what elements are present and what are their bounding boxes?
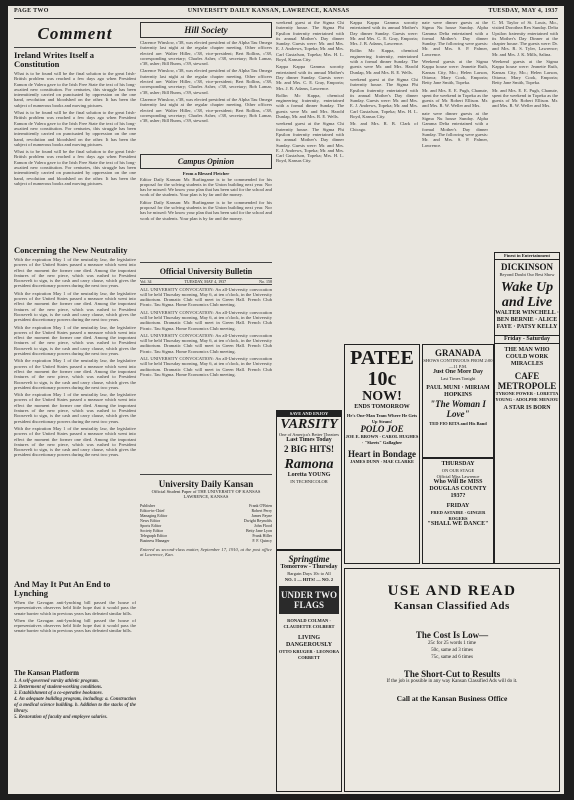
neutrality-body: With the expiration May 1 of the neutrality law, the legislative powers of the United States passed a measure which went into effect the moment the former one died. Among the important features of the new piece, which was rushed to President Roosevelt to sign, is the cash and carry clause, which gives the president discretionary powers during the next two years. <box>14 257 136 289</box>
bulletin-heading: Official University Bulletin <box>159 266 253 276</box>
results-heading: The Short-Cut to Results <box>403 669 501 679</box>
stage-label: ON OUR STAGE <box>441 468 475 473</box>
ticket-price: 10c <box>367 368 397 390</box>
staff-name: F. F. Quincy <box>252 537 272 543</box>
listings-left <box>422 20 488 260</box>
cost-heading: The Cost Is Low— <box>415 630 489 640</box>
ireland-body-cont: What is to be found will be the final solution to the great Irish-British problem was reached a few days ago when President Eamon de Valera gave to the Irish Free State the text of his long-awaited new constitution. For centuries, this struggle has been intermittently carried on punctuated by oppression on the one hand, revolution and bloodshed on the other. It has been the subject of numerous books and moving pictures. <box>14 110 136 147</box>
listing-text: nate were dinner guests at the Sigma Nu house Sunday. Alpha Gamma Delta entertained with a formal Mother's Day dinner Sunday. The following were guests: Mr. and Mrs. S. P. Palmer, Lawrence. <box>422 110 488 148</box>
lynching-headline: And May It Put An End to Lynching <box>14 579 111 598</box>
dickinson-theatre-ad <box>494 252 560 564</box>
campus-body-cont: Editor Daily Kansan: Mr. Burlingame is to be commended for his proposal for the solving students in the Union building next year. Nor has he missed: We know your plan that has been said for the school and work of the students. Your plan is by far and the money. <box>140 199 272 221</box>
rate-line: 25c for 25 words 1 time <box>428 641 476 646</box>
listing-text: weekend guest at the Sigma Chi fraternity house. The Sigma Phi Epsilon fraternity entertained with its annual Mother's Day dinner Sunday. Guests were: Mr. and Mrs. E. J. Andrews, Topeka; Mr. and Mrs. Carl Gustafson, Topeka; Mrs. H. L. Boyd, Kansas City. <box>350 76 418 120</box>
editorial-column <box>14 20 136 790</box>
bulletin-text: ALL UNIVERSITY CONVOCATION: An all-University convocation will be held Thursday morning, May 6, at ten o'clock, in the University auditorium. Dramatic Club will meet in Green Hall. French Club Picnic. Tau Sigma. Home Economics Club meeting. <box>140 286 272 308</box>
platform-list <box>14 679 136 721</box>
film-title: "SHALL WE DANCE" <box>427 521 489 527</box>
ireland-body: What is to be found will be the final solution to the great Irish-British problem was reached a few days ago when President Eamon de Valera gave to the Irish Free State the text of his long-awaited new constitution. For centuries, this struggle has been intermittently carried on punctuated by oppression on the one hand, revolution and bloodshed on the other. It has been the subject of numerous books and moving pictures. <box>14 71 136 108</box>
platform-item: 4. An adequate building program, including: a. Construction of a medical science building. b. Addition to the stacks of the library. <box>14 697 136 714</box>
listing-text: weekend guest at the Sigma Chi fraternity house. The Sigma Phi Epsilon fraternity entertained with its annual Mother's Day dinner Sunday. Guests were: Mr. and Mrs. E. J. Andrews, Topeka; Mr. and Mrs. Carl Gustafson, Topeka; Mrs. H. L. Boyd, Kansas City. <box>276 20 344 63</box>
showing-line: Just One More Day <box>432 369 484 375</box>
campus-opinion-heading: Campus Opinion <box>140 154 272 169</box>
day-label: Friday - Saturday <box>495 335 559 344</box>
run-dates: Tomorrow - Thursday <box>280 564 338 570</box>
lynching-article <box>14 600 136 666</box>
film-star: Loretta YOUNG <box>287 472 331 478</box>
hill-body: Clarence Winslow, c'38, was elected president of the Alpha Tau Omega fraternity last night at the regular chapter meeting. Other officers elected are: Walter Hiller, c'38, vice-president; Bert Rollins, c'38, corresponding secretary; Charles Asher, c'38, secretary; Bob Lamar, c'38, usher; Bill Burns, c'39, steward. <box>140 40 272 67</box>
platform-item: 1. A self-governed varsity athletic program. <box>14 679 99 684</box>
film-title: Heart in Bondage <box>347 449 416 459</box>
divider <box>140 262 272 263</box>
society-column <box>140 20 272 790</box>
bulletin-text-cont3: ALL UNIVERSITY CONVOCATION: An all-University convocation will be held Thursday morning, May 6, at ten o'clock, in the University auditorium. Dramatic Club will meet in Green Hall. French Club Picnic. Tau Sigma. Home Economics Club meeting. <box>140 356 272 377</box>
coming-film: A STAR IS BORN <box>503 405 551 411</box>
film-title: Ramona <box>284 457 334 472</box>
theatre-name: GRANADA <box>435 348 481 358</box>
theatre-tagline: Beyond Doubt Our Best Show <box>499 271 555 277</box>
film-title: THE MAN WHO COULD WORK MIRACLES <box>504 347 550 367</box>
hill-society-heading: Hill Society <box>140 22 272 38</box>
patee-theatre-ad <box>344 344 420 564</box>
bulletin-meta <box>140 278 272 285</box>
comment-heading: Comment <box>37 24 113 43</box>
staff-role: Publisher <box>140 502 156 508</box>
theatre-name: PATEE <box>350 347 414 369</box>
results-text: If the job is possible in any way Kansan Classified Ads will do it. <box>386 679 518 684</box>
divider <box>140 474 272 475</box>
day-label: THURSDAY <box>441 461 475 467</box>
postal-note: Entered as second-class matter, September 17, 1910, at the post office at Lawrence, Kan. <box>140 546 272 557</box>
rate-line: 50c, same ad 3 times <box>431 648 473 653</box>
paper-subtitle: Official Student Paper of THE UNIVERSITY OF KANSAS LAWRENCE, KANSAS <box>151 488 261 499</box>
staff-name: John Flood <box>254 522 272 528</box>
hill-body-cont2: Clarence Winslow, c'38, was elected president of the Alpha Tau Omega fraternity last night at the regular chapter meeting. Other officers elected are: Walter Hiller, c'38, vice-president; Bert Rollins, c'38, corresponding secretary; Charles Asher, c'38, secretary; Bob Lamar, c'38, usher; Bill Burns, c'39, steward. <box>140 96 272 124</box>
divider <box>14 47 136 48</box>
campus-opinion-subhead: From a Blessed Fletcher <box>182 171 230 176</box>
film-stars: TYRONE POWER · LORETTA YOUNG · ADOLPHE MENJOU <box>495 391 559 402</box>
staff-role: Society Editor <box>140 527 163 533</box>
page-number: PAGE TWO <box>14 8 49 14</box>
staff-role: Business Manager <box>140 537 170 543</box>
day-label: FRIDAY <box>446 503 470 509</box>
promo-headline: USE AND READ <box>387 583 517 599</box>
neutrality-body-cont2: With the expiration May 1 of the neutrality law, the legislative powers of the United States passed a measure which went into effect the moment the former one died. Among the important features of the new piece, which was rushed to President Roosevelt to sign, is the cash and carry clause, which gives the president discretionary powers during the next two years. <box>14 324 136 357</box>
bulletin-date: TUESDAY, MAY 4, 1937 <box>184 278 227 284</box>
platform-item: 5. Restoration of faculty and employee salaries. <box>14 715 108 720</box>
hill-society-article <box>140 40 272 152</box>
granada-theatre-ad <box>422 344 494 458</box>
showing-line: Last Times Today <box>286 437 332 443</box>
film-title: POLO JOE <box>360 424 404 434</box>
staff-name: Frank O'Brien <box>249 502 272 508</box>
platform-headline: The Kansan Platform <box>14 669 79 677</box>
listing-text: nate were dinner guests at the Sigma Nu house Sunday. Alpha Gamma Delta entertained with a formal Mother's Day dinner Sunday. The following were guests: Mr. and Mrs. S. P. Palmer, Lawrence. <box>422 20 488 57</box>
neutrality-headline: Concerning the New Neutrality <box>14 245 128 255</box>
lynching-body-cont: When the Gavagan anti-lynching bill passed the house of representatives observers held little hope that it would pass the senate barrier which in previous years has defeated similar bills. <box>14 617 136 634</box>
listing-text: C. M. Taylor of St. Louis, Mo., visited Dorothea Rex Sunday. Delta Upsilon fraternity entertained with its Mother's Day Dinner at the chapter house. The guests were: Dr. and Mrs. R. S. Tyler, Lawrence; Mr. and Mrs. J. K. Mills, Salina. <box>492 20 558 57</box>
springtime-theatre-ad <box>276 550 342 792</box>
tagline: He's One-Man Team Where He Gets Up Steam! <box>346 413 418 424</box>
double-bill: NO. 1 — HITS! — NO. 2 <box>284 576 334 582</box>
staff-name: Dwight Reynolds <box>243 517 272 523</box>
contest-label: Official Miss Lawrence <box>436 473 480 479</box>
contest-question: Who Will Be MISS DOUGLAS COUNTY 1937? <box>429 479 487 499</box>
campus-opinion-article <box>140 177 272 259</box>
bulletin-number: No. 158 <box>259 278 272 284</box>
bulletin-volume: Vol. 34 <box>140 278 152 284</box>
now-showing: NOW! <box>362 389 402 404</box>
granada-upcoming-ad <box>422 458 494 564</box>
ad-banner: Finest in Entertainment <box>495 253 559 260</box>
listing-text: Weekend guests at the Sigma Kappa house were: Jeanette Ruth, Kansas City, Mo.; Helen Larson, Ottawa; Mary Cook, Emporia; Betty Jane Smith, Topeka. <box>492 59 558 86</box>
listings-right <box>492 20 558 260</box>
hill-body-cont: Clarence Winslow, c'38, was elected president of the Alpha Tau Omega fraternity last night at the regular chapter meeting. Other officers elected are: Walter Hiller, c'38, vice-president; Bert Rollins, c'38, corresponding secretary; Charles Asher, c'38, secretary; Bob Lamar, c'38, usher; Bill Burns, c'39, steward. <box>140 68 272 95</box>
theatre-name: VARSITY <box>280 416 338 432</box>
film-star: PAUL MUNI · MIRIAM HOPKINS <box>426 384 490 398</box>
film-cast: JOE E. BROWN · CAROL HUGHES · "Skeets" Gallagher <box>345 434 419 445</box>
neutrality-body-cont3: With the expiration May 1 of the neutrality law, the legislative powers of the United States passed a measure which went into effect the moment the former one died. Among the important features of the new piece, which was rushed to President Roosevelt to sign, is the cash and carry clause, which gives the president discretionary powers during the next two years. <box>14 358 136 390</box>
platform-item: 3. Establishment of a co-operative bookstore. <box>14 691 103 696</box>
film-cast: WALTER WINCHELL · BEN BERNIE · ALICE FAYE · PATSY KELLY <box>495 310 559 330</box>
film-title: LIVING DANGEROUSLY <box>285 635 333 648</box>
staff-name: Frank Hiller <box>252 532 272 538</box>
classified-ads-promo <box>344 568 560 792</box>
film-cast: OTTO KRUGER · LEONORA CORBETT <box>278 649 340 660</box>
bulletin-text-cont: ALL UNIVERSITY CONVOCATION: An all-University convocation will be held Thursday morning, May 6, at ten o'clock, in the University auditorium. Dramatic Club will meet in Green Hall. French Club Picnic. Tau Sigma. Home Economics Club meeting. <box>140 309 272 331</box>
listing-text: Rollin Mc Kappa, chemical engineering fraternity, entertained with a formal dinner Sunday. The guests were Mr. and Mrs. Harold Dunlap, Mr. and Mrs. R. E. Wells. <box>276 92 344 120</box>
listing-text: Kappa Kappa Gamma sorority entertained with its annual Mother's Day dinner Sunday. Guests were: Mr. and Mrs. C. E. Gray, Emporia; Mrs. J. B. Adams, Lawrence. <box>276 64 344 91</box>
listing-text: Mr. and Mrs. R. B. Clark of Chicago. <box>350 121 418 132</box>
run-note: ENDS TOMORROW <box>354 404 410 410</box>
staff-row <box>140 538 272 543</box>
film-title: CAFE METROPOLE <box>497 371 557 391</box>
bulletin-text-cont2: ALL UNIVERSITY CONVOCATION: An all-University convocation will be held Thursday morning, May 6, at ten o'clock, in the University auditorium. Dramatic Club will meet in Green Hall. French Club Picnic. Tau Sigma. Home Economics Club meeting. <box>140 332 272 354</box>
neutrality-article <box>14 257 136 577</box>
film-cast: JAMES DUNN · MAE CLARKE <box>349 459 414 464</box>
promo-subheadline: Kansan Classified Ads <box>394 600 510 612</box>
listings-right <box>350 20 418 260</box>
staff-list <box>140 503 272 543</box>
film-title: UNDER TWO FLAGS <box>279 586 339 614</box>
listing-text: Kappa Kappa Gamma sorority entertained with its annual Mother's Day dinner Sunday. Guests were: Mr. and Mrs. C. E. Gray, Emporia; Mrs. J. B. Adams, Lawrence. <box>350 20 418 47</box>
staff-role: Managing Editor <box>140 512 168 518</box>
listing-text: Weekend guests at the Sigma Kappa house were: Jeanette Ruth, Kansas City, Mo.; Helen Larson, Ottawa; Mary Cook, Emporia; Betty Jane Smith, Topeka. <box>422 59 488 86</box>
staff-role: Telegraph Editor <box>140 532 167 538</box>
rate-line: 75c, same ad 6 times <box>431 655 473 660</box>
film-title: Wake Up and Live <box>500 280 554 310</box>
campus-body: Editor Daily Kansan: Mr. Burlingame is to be commended for his proposal for the solving students in the Union building next year. Nor has he missed: We know your plan that has been said for the school and work of the students. Your plan is by far and the money. <box>140 176 272 198</box>
staff-name: James Payne <box>251 512 272 518</box>
society-listings-col3 <box>276 20 418 260</box>
masthead <box>14 8 558 19</box>
film-cast: RONALD COLMAN · CLAUDETTE COLBERT <box>283 618 335 629</box>
neutrality-body-cont: With the expiration May 1 of the neutrality law, the legislative powers of the United States passed a measure which went into effect the moment the former one died. Among the important features of the new piece, which was rushed to President Roosevelt to sign, is the cash and carry clause, which gives the president discretionary powers during the next two years. <box>14 290 136 323</box>
call-to-action: Call at the Kansan Business Office <box>396 694 508 703</box>
ireland-article <box>14 71 136 243</box>
issue-date: TUESDAY, MAY 4, 1937 <box>488 8 558 14</box>
showing-line: Last Times Tonight <box>440 376 476 381</box>
film-note: IN TECHNICOLOR <box>290 479 328 484</box>
society-listings-col4 <box>422 20 558 260</box>
ireland-body-cont2: What is to be found will be the final solution to the great Irish-British problem was reached a few days ago when President Eamon de Valera gave to the Irish Free State the text of his long-awaited new constitution. For centuries, this struggle has been intermittently carried on punctuated by oppression on the one hand, revolution and bloodshed on the other. It has been the subject of numerous books and moving pictures. <box>14 149 136 186</box>
paper-name: UNIVERSITY DAILY KANSAN, LAWRENCE, KANSAS <box>187 8 350 14</box>
listing-text: Mr. and Mrs. E. E. Pugh, Chanute, spent the weekend in Topeka as the guests of Mr. Robert Ellison. Mr. and Mrs. R. W. Weller and Mrs. <box>492 87 558 109</box>
showing-line: 2 BIG HITS! <box>283 444 334 454</box>
lynching-body: When the Gavagan anti-lynching bill passed the house of representatives observers held little hope that it would pass the senate barrier which in previous years has defeated similar bills. <box>14 600 136 616</box>
film-stars: FRED ASTAIRE · GINGER ROGERS <box>430 510 486 521</box>
paper-title: University Daily Kansan <box>158 478 254 489</box>
pricing: Bargain Days 10c to All <box>287 571 331 576</box>
film-title: "The Woman I Love" <box>430 398 486 419</box>
platform-item: 2. Betterment of student-working conditions. <box>14 685 103 690</box>
newspaper-page <box>8 6 564 794</box>
ireland-headline: Ireland Writes Itself a Constitution <box>14 50 95 69</box>
listing-text: Mr. and Mrs. E. E. Pugh, Chanute, spent the weekend in Topeka as the guests of Mr. Robert Ellison. Mr. and Mrs. R. W. Weller and Mrs. <box>422 87 488 109</box>
ad-banner: SAVE AND ENJOY <box>277 411 341 417</box>
staff-name: Betty Jane Lyon <box>246 527 272 533</box>
neutrality-body-cont4: With the expiration May 1 of the neutrality law, the legislative powers of the United States passed a measure which went into effect the moment the former one died. Among the important features of the new piece, which was rushed to President Roosevelt to sign, is the cash and carry clause, which gives the president discretionary powers during the next two years. <box>14 392 136 424</box>
varsity-theatre-ad <box>276 410 342 550</box>
staff-role: Sports Editor <box>140 522 162 528</box>
staff-role: Editor-in-Chief <box>140 507 165 513</box>
bulletin-body <box>140 287 272 471</box>
neutrality-body-cont5: With the expiration May 1 of the neutrality law, the legislative powers of the United States passed a measure which went into effect the moment the former one died. Among the important features of the new piece, which was rushed to President Roosevelt to sign, is the cash and carry clause, which gives the president discretionary powers during the next two years. <box>14 425 136 458</box>
staff-role: News Editor <box>140 517 161 523</box>
theatre-tagline: One of America's Better Theatres <box>279 431 339 437</box>
theatre-name: DICKINSON <box>500 261 553 272</box>
show-times: SHOWS CONTINUOUS FROM 2:00—11 P.M. <box>423 358 493 369</box>
staff-name: Robert Perry <box>251 507 272 513</box>
listings-left <box>276 20 344 260</box>
stage-act: TED FIO RITA and His Band <box>429 420 487 426</box>
theatre-name: Springtime <box>288 554 330 564</box>
listing-text: Rollin Mc Kappa, chemical engineering fraternity, entertained with a formal dinner Sunday. The guests were Mr. and Mrs. Harold Dunlap, Mr. and Mrs. R. E. Wells. <box>350 48 418 75</box>
listing-text: weekend guest at the Sigma Chi fraternity house. The Sigma Phi Epsilon fraternity entertained with its annual Mother's Day dinner Sunday. Guests were: Mr. and Mrs. E. J. Andrews, Topeka; Mr. and Mrs. Carl Gustafson, Topeka; Mrs. H. L. Boyd, Kansas City. <box>276 121 344 164</box>
